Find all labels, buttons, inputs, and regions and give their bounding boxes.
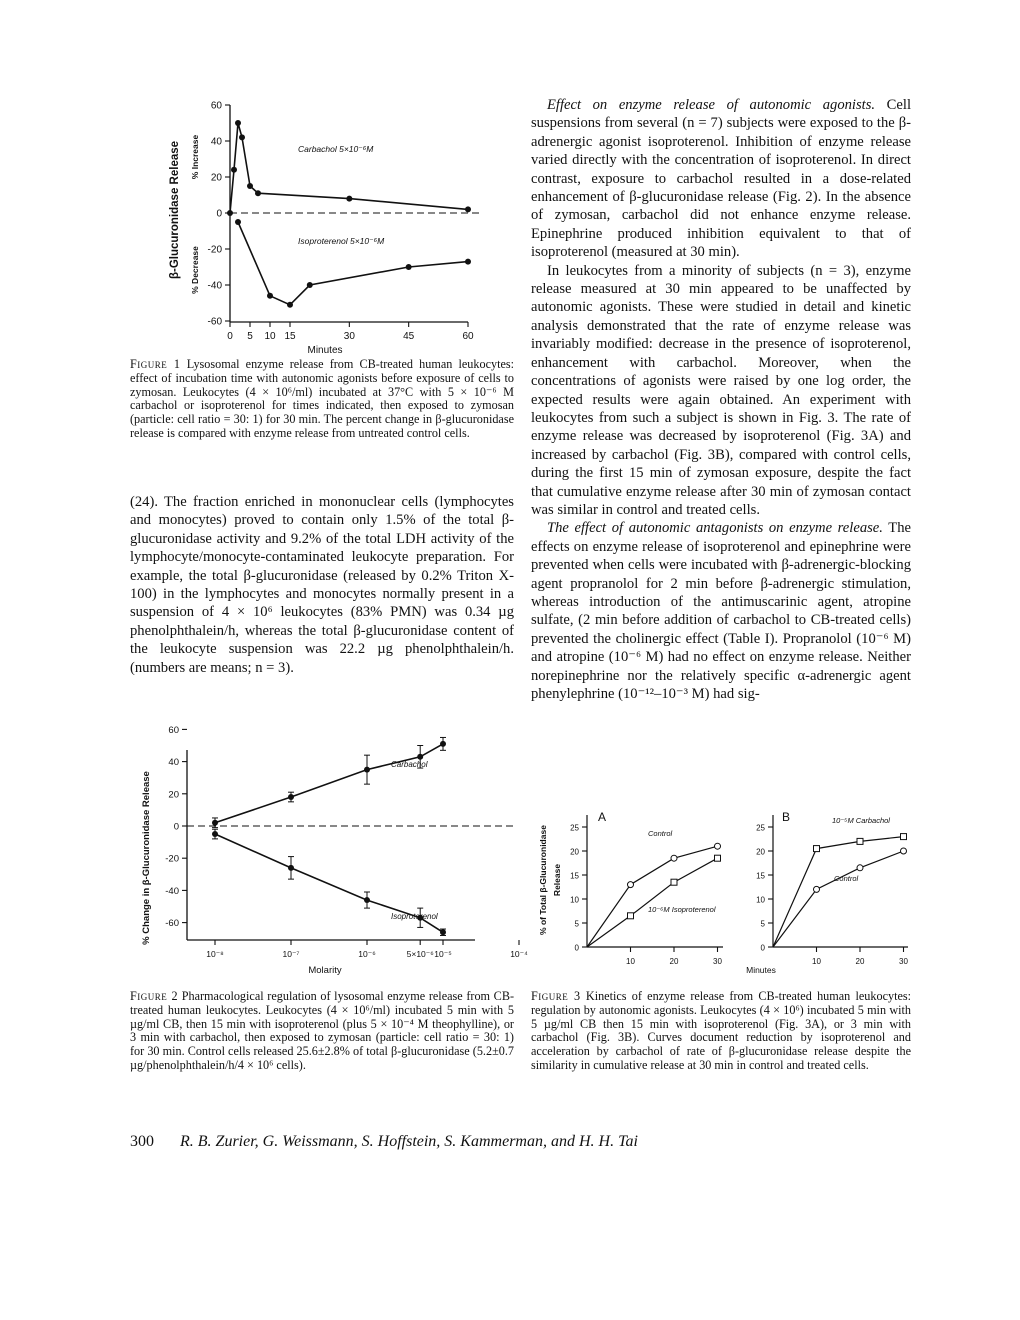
fig3a-data-point bbox=[628, 882, 634, 888]
fig3b-data-point bbox=[857, 865, 863, 871]
fig1-data-point bbox=[255, 190, 261, 196]
figure-3-chart bbox=[530, 795, 920, 980]
fig3a-ytick-label: 15 bbox=[570, 871, 579, 881]
fig1-ytick-label: -40 bbox=[207, 280, 222, 292]
fig3b-label-carbachol: 10⁻⁵M Carbachol bbox=[832, 816, 890, 825]
fig3b-ytick-label: 15 bbox=[756, 871, 765, 881]
fig2-xtick-label: 10⁻⁶ bbox=[358, 949, 376, 959]
fig1-xtick-label: 10 bbox=[264, 331, 276, 342]
heading-agonists: Effect on enzyme release of autonomic agonists. bbox=[547, 97, 876, 113]
figure-2-chart bbox=[135, 724, 528, 980]
fig3b-letter: B bbox=[782, 810, 791, 824]
figure-1-caption-label: Figure 1 bbox=[130, 357, 181, 371]
fig2-data-point bbox=[212, 820, 218, 826]
fig2-data-point bbox=[288, 794, 294, 800]
fig1-ylabel-main: β-Glucuronidase Release bbox=[169, 140, 181, 280]
figure-1-chart bbox=[150, 95, 490, 356]
figure-2-caption-label: Figure 2 bbox=[130, 989, 179, 1003]
fig3b-xtick-label: 10 bbox=[812, 957, 821, 966]
fig3-xlabel: Minutes bbox=[746, 965, 776, 975]
fig1-xtick-label: 60 bbox=[462, 331, 474, 342]
fig1-data-point bbox=[239, 134, 245, 140]
author-line: R. B. Zurier, G. Weissmann, S. Hoffstein, S. Kammerman, and H. H. Tai bbox=[180, 1133, 638, 1150]
right-paragraph-2: In leukocytes from a minority of subjects (n = 3), enzyme release measured at 30 min appeared to be unaffected by autonomic agonists. These were studied in detail and kinetic analysis demonstrated that the rate of enzyme release was invariably modified: decrease in the presence of isoproterenol, enhancement with carbachol. Moreover, when the concentrations of agonists were raised by one log order, the expected results were again obtained. An experiment with leukocytes from such a subject is shown in Fig. 3. The rate of enzyme release was decreased by isoproterenol (Fig. 3A) and increased by carbachol (Fig. 3B), compared with control cells, during the first 15 min of zymosan exposure, despite the fact that cumulative enzyme release after 30 min of zymosan contact was similar in control and treated cells. bbox=[531, 262, 911, 518]
figure-1-caption bbox=[130, 358, 514, 441]
fig2-xtick-label: 5×10⁻⁶ bbox=[406, 949, 434, 959]
fig1-xtick-label: 0 bbox=[227, 331, 233, 342]
fig3b-data-point bbox=[814, 886, 820, 892]
fig2-xlabel: Molarity bbox=[308, 965, 342, 976]
fig2-ytick-label: -60 bbox=[165, 918, 179, 930]
fig2-xtick-label: 10⁻⁸ bbox=[206, 949, 224, 959]
fig1-data-point bbox=[247, 183, 253, 189]
fig3a-xtick-label: 30 bbox=[713, 957, 722, 966]
fig3a-data-point bbox=[715, 843, 721, 849]
page-number: 300 bbox=[130, 1133, 154, 1150]
fig1-label-carbachol: Carbachol 5×10⁻⁶M bbox=[298, 144, 374, 154]
fig3b-ytick-label: 25 bbox=[756, 823, 765, 833]
fig1-data-point bbox=[406, 264, 412, 270]
fig1-ytick-label: 40 bbox=[210, 136, 222, 148]
right-paragraph-3 bbox=[531, 519, 911, 703]
page-footer bbox=[130, 1133, 638, 1151]
fig3a-xtick-label: 10 bbox=[626, 957, 635, 966]
fig1-xtick-label: 15 bbox=[284, 331, 296, 342]
fig2-ytick-label: -40 bbox=[165, 885, 179, 897]
fig3b-ytick-label: 10 bbox=[756, 895, 765, 905]
fig1-data-point bbox=[465, 206, 471, 212]
fig2-ytick-label: -20 bbox=[165, 853, 179, 865]
fig2-xtick-label: 10⁻⁴ bbox=[510, 949, 528, 959]
figure-1-caption-text: Lysosomal enzyme release from CB-treated human leukocytes: effect of incubation time with autonomic agonists before exposure of cells to zymosan. Leukocytes (4 × 10⁶/ml) incubated at 37°C with 5 × 10⁻⁶ M carbachol or isoproterenol for times indicated, then exposed to zymosan (particle: cell ratio = 30: 1) for 30 min. The percent change in β-glucuronidase release is compared with enzyme release from untreated control cells. bbox=[130, 357, 514, 440]
fig1-data-point bbox=[287, 302, 293, 308]
fig1-data-point bbox=[235, 120, 241, 126]
fig1-data-point bbox=[267, 293, 273, 299]
fig2-ylabel: % Change in β-Glucuronidase Release bbox=[141, 771, 152, 945]
fig2-ytick-label: 20 bbox=[168, 789, 179, 801]
fig3a-control-line bbox=[587, 846, 718, 947]
fig3b-ytick-label: 0 bbox=[760, 943, 765, 953]
fig3b-carbachol-line bbox=[773, 837, 904, 947]
fig1-xtick-label: 30 bbox=[343, 331, 355, 342]
fig2-carbachol-line bbox=[215, 744, 443, 823]
fig2-data-point bbox=[364, 897, 370, 903]
fig2-data-point bbox=[288, 865, 294, 871]
fig3b-control-line bbox=[773, 851, 904, 947]
right-paragraph-1 bbox=[531, 96, 911, 262]
fig3b-data-point bbox=[901, 848, 907, 854]
fig3a-xtick-label: 20 bbox=[669, 957, 679, 966]
fig1-data-point bbox=[307, 282, 313, 288]
fig2-label-isoproterenol: Isoproterenol bbox=[391, 912, 438, 921]
fig1-ylabel-decrease: % Decrease bbox=[190, 246, 200, 294]
fig1-isoproterenol-line bbox=[238, 222, 468, 305]
fig1-label-isoproterenol: Isoproterenol 5×10⁻⁶M bbox=[298, 236, 385, 246]
heading-antagonists: The effect of autonomic antagonists on enzyme release. bbox=[547, 520, 883, 537]
fig2-data-point bbox=[440, 741, 446, 747]
figure-3-caption-label: Figure 3 bbox=[531, 989, 581, 1003]
fig1-ylabel-increase: % Increase bbox=[190, 134, 200, 180]
fig3b-xtick-label: 30 bbox=[899, 957, 908, 966]
fig3b-label-control: Control bbox=[834, 874, 859, 883]
fig1-ytick-label: 20 bbox=[210, 172, 222, 184]
fig3a-letter: A bbox=[598, 810, 607, 824]
left-paragraph: (24). The fraction enriched in mononuclear cells (lymphocytes and monocytes) proved to contain only 1.5% of the total β-glucuronidase activity and 9.2% of the total LDH activity of the lymphocyte/monocyte-contaminated leukocyte preparation. For example, the total β-glucuronidase (released by 0.2% Triton X-100) in the lymphocytes and monocytes normally present in a suspension of 4 × 10⁶ leukocytes (83% PMN) was 0.34 µg phenolphthalein/h, whereas the total β-glucuronidase content of the leukocyte suspension was 22.2 µg phenolphthalein/h. (numbers are means; n = 3). bbox=[130, 494, 514, 676]
right-para1-text: Cell suspensions from several (n = 7) subjects were exposed to the β-adrenergic agonist isoproterenol. Inhibition of enzyme release varied directly with the concentration of isoproterenol. In direct contrast, exposure to carbachol resulted in a dose-related enhancement of β-glucuronidase release (Fig. 2). In the absence of zymosan, carbachol did not enhance enzyme release. Epinephrine produced inhibition equivalent to that of isoproterenol (measured at 30 min). bbox=[531, 97, 911, 261]
fig1-data-point bbox=[235, 219, 241, 225]
fig1-xtick-label: 45 bbox=[403, 331, 415, 342]
fig2-xtick-label: 10⁻⁵ bbox=[434, 949, 452, 959]
fig3b-data-point bbox=[814, 846, 820, 852]
fig3a-ytick-label: 10 bbox=[570, 895, 579, 905]
fig1-ytick-label: 60 bbox=[210, 100, 222, 112]
fig2-ytick-label: 0 bbox=[173, 821, 179, 833]
fig3b-ytick-label: 5 bbox=[760, 919, 765, 929]
fig3b-data-point bbox=[857, 838, 863, 844]
fig2-data-point bbox=[364, 767, 370, 773]
fig3a-label-isoproterenol: 10⁻⁶M Isoproterenol bbox=[648, 905, 716, 914]
fig1-ytick-label: -60 bbox=[207, 316, 222, 328]
fig3b-data-point bbox=[901, 834, 907, 840]
fig2-ytick-label: 60 bbox=[168, 724, 179, 736]
fig2-data-point bbox=[417, 754, 423, 760]
fig3a-data-point bbox=[671, 879, 677, 885]
fig3b-ytick-label: 20 bbox=[756, 847, 765, 857]
left-column-text bbox=[130, 493, 514, 677]
fig3a-ytick-label: 25 bbox=[570, 823, 579, 833]
fig3a-ytick-label: 20 bbox=[570, 847, 579, 857]
fig2-ytick-label: 40 bbox=[168, 757, 179, 769]
fig1-data-point bbox=[227, 210, 233, 216]
figure-3-caption bbox=[531, 990, 911, 1073]
fig2-xtick-label: 10⁻⁷ bbox=[282, 949, 300, 959]
right-para3-text: The effects on enzyme release of isoproterenol and epinephrine were prevented when cells were incubated with β-adrenergic-blocking agent propranolol for 2 min before β-adrenergic stimulation, whereas introduction of the antimuscarinic agent, atropine sulfate, (2 min before addition of carbachol to CB-treated cells) prevented the cholinergic effect (Table I). Propranolol (10⁻⁶ M) and atropine (10⁻⁶ M) had no effect on enzyme release. Neither norepinephrine nor the relatively specific α-adrenergic agent phenylephrine (10⁻¹²–10⁻³ M) had sig- bbox=[531, 520, 911, 702]
fig3-ylabel-line2: Release bbox=[552, 863, 562, 897]
fig1-xtick-label: 5 bbox=[247, 331, 253, 342]
fig1-data-point bbox=[346, 196, 352, 202]
fig2-data-point bbox=[212, 831, 218, 837]
fig2-label-carbachol: Carbachol bbox=[391, 760, 428, 769]
fig1-data-point bbox=[231, 167, 237, 173]
right-column-text bbox=[531, 96, 911, 703]
fig3a-ytick-label: 0 bbox=[574, 943, 579, 953]
fig1-ylabel-group bbox=[169, 135, 200, 294]
fig3a-label-control: Control bbox=[648, 829, 673, 838]
fig3-ylabel-line1: % of Total β-Glucuronidase bbox=[538, 825, 548, 935]
fig3a-ytick-label: 5 bbox=[574, 919, 579, 929]
fig1-ytick-label: 0 bbox=[216, 208, 222, 220]
fig1-ytick-label: -20 bbox=[207, 244, 222, 256]
fig3b-xtick-label: 20 bbox=[855, 957, 865, 966]
figure-3-caption-text: Kinetics of enzyme release from CB-treated human leukocytes: regulation by autonomic agonists. Leukocytes (4 × 10⁶) incubated 5 min with 5 µg/ml CB then 15 min with isoproterenol (Fig. 3A), or 3 min with carbachol (Fig. 3B). Curves document reduction by isoproterenol and acceleration by carbachol of rate of β-glucuronidase release despite the similarity in cumulative release at 30 min in control and treated cells. bbox=[531, 989, 911, 1072]
fig3a-data-point bbox=[628, 913, 634, 919]
fig3a-data-point bbox=[671, 855, 677, 861]
fig1-data-point bbox=[465, 259, 471, 265]
fig1-xlabel: Minutes bbox=[307, 345, 343, 356]
figure-2-caption-text: Pharmacological regulation of lysosomal enzyme release from CB-treated human leukocytes. Leukocytes (4 × 10⁶/ml) incubated 5 min with 5 µg/ml CB, then 15 min with isoproterenol (plus 5 × 10⁻⁴ M theophylline), or 3 min with carbachol, then exposed to zymosan (particle: cell ratio = 30: 1) for 30 min. Control cells released 25.6±2.8% of total β-glucuronidase (5.2±0.7 µg/phenolphthalein/h/4 × 10⁶ cells). bbox=[130, 989, 515, 1072]
figure-2-caption bbox=[130, 990, 514, 1073]
fig3a-data-point bbox=[715, 855, 721, 861]
fig2-data-point bbox=[440, 929, 446, 935]
